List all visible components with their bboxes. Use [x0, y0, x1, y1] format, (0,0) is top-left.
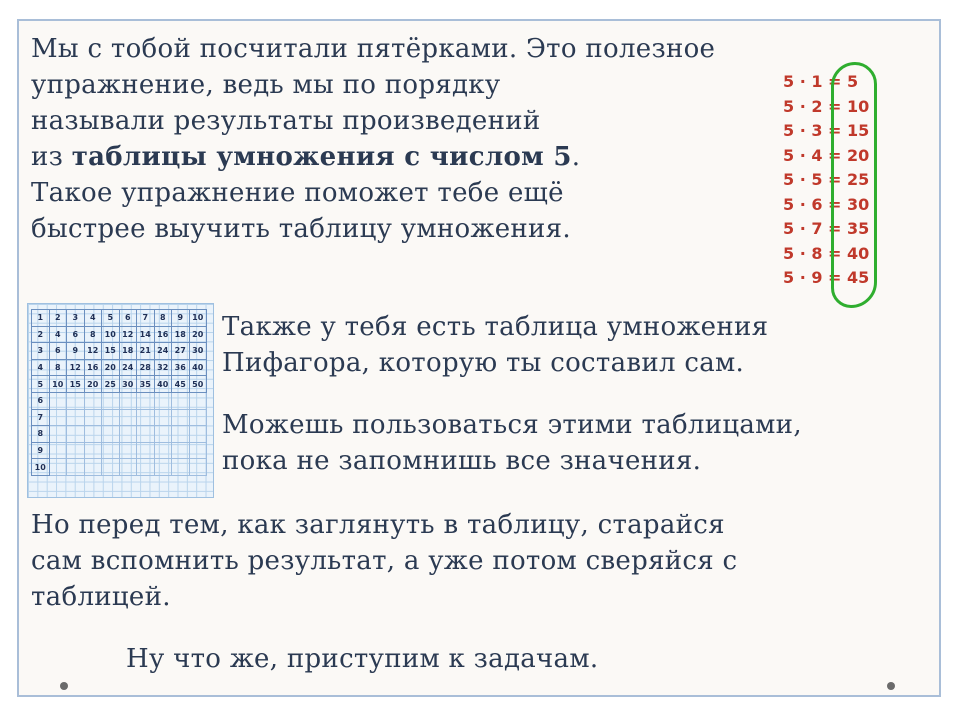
pythagoras-cell [84, 442, 102, 459]
pythagoras-cell: 16 [84, 359, 102, 376]
pythagoras-cell: 25 [102, 376, 120, 393]
pythagoras-cell [84, 392, 102, 409]
five-table-row: 5 · 6 = 30 [783, 194, 870, 214]
pythagoras-cell: 14 [137, 326, 155, 343]
pythagoras-cell: 20 [189, 326, 207, 343]
pythagoras-cell: 12 [67, 359, 85, 376]
pythagoras-cell [67, 392, 85, 409]
pythagoras-cell: 10 [189, 310, 207, 327]
pythagoras-cell [67, 426, 85, 443]
pythagoras-cell: 20 [84, 376, 102, 393]
pythagoras-cell [189, 459, 207, 476]
green-highlight-oval [831, 62, 877, 308]
five-table-row: 5 · 2 = 10 [783, 96, 870, 116]
pythagoras-row [32, 359, 207, 376]
pythagoras-cell [49, 442, 67, 459]
closing-line: Ну что же, приступим к задачам. [126, 644, 599, 674]
pythagoras-row [32, 409, 207, 426]
pythagoras-cell [102, 409, 120, 426]
pythagoras-cell: 4 [84, 310, 102, 327]
pythagoras-cell: 12 [84, 343, 102, 360]
pythagoras-cell [172, 392, 190, 409]
intro-paragraph [31, 31, 715, 247]
intro-line4-prefix: из [31, 142, 72, 172]
pythagoras-cell [84, 459, 102, 476]
pythagoras-cell [119, 409, 137, 426]
pythagoras-cell [154, 409, 172, 426]
pythagoras-cell [189, 426, 207, 443]
intro-line: Такое упражнение поможет тебе ещё [31, 178, 564, 208]
pythagoras-cell: 6 [119, 310, 137, 327]
pythagoras-cell [189, 409, 207, 426]
pythagoras-cell: 8 [154, 310, 172, 327]
pythagoras-cell [102, 392, 120, 409]
pythagoras-table [31, 309, 207, 476]
pythagoras-cell [49, 459, 67, 476]
also-paragraph [222, 309, 768, 381]
pythagoras-cell [137, 442, 155, 459]
pythagoras-cell [119, 442, 137, 459]
five-table-row: 5 · 3 = 15 [783, 121, 870, 140]
pythagoras-cell: 5 [32, 376, 50, 393]
pythagoras-cell: 4 [49, 326, 67, 343]
five-table-row: 5 · 8 = 40 [783, 243, 870, 263]
pythagoras-cell: 7 [137, 310, 155, 327]
pythagoras-cell: 40 [154, 376, 172, 393]
pythagoras-cell: 3 [32, 343, 50, 360]
pythagoras-row [32, 442, 207, 459]
five-table-row: 5 · 9 = 45 [783, 268, 870, 287]
pythagoras-cell [154, 426, 172, 443]
pythagoras-cell: 20 [102, 359, 120, 376]
pythagoras-row [32, 459, 207, 476]
pythagoras-cell [172, 426, 190, 443]
pythagoras-cell: 15 [67, 376, 85, 393]
pythagoras-cell: 24 [154, 343, 172, 360]
pythagoras-cell: 4 [32, 359, 50, 376]
five-table-row: 5 · 5 = 25 [783, 170, 870, 189]
five-table-row: 5 · 4 = 20 [783, 145, 870, 165]
pythagoras-cell: 8 [32, 426, 50, 443]
pythagoras-cell [49, 426, 67, 443]
pythagoras-row [32, 343, 207, 360]
pythagoras-cell: 36 [172, 359, 190, 376]
pythagoras-cell: 15 [102, 343, 120, 360]
pythagoras-cell [137, 409, 155, 426]
intro-line: называли результаты произведений [31, 106, 541, 136]
pythagoras-cell [67, 459, 85, 476]
pythagoras-cell: 28 [137, 359, 155, 376]
pythagoras-table-image [27, 303, 214, 498]
also-line: Также у тебя есть таблица умножения [222, 312, 769, 342]
pythagoras-cell: 24 [119, 359, 137, 376]
can-use-paragraph [222, 407, 802, 479]
pythagoras-cell: 18 [119, 343, 137, 360]
pythagoras-cell: 9 [172, 310, 190, 327]
pythagoras-cell: 3 [67, 310, 85, 327]
pythagoras-cell: 6 [32, 392, 50, 409]
pythagoras-cell: 21 [137, 343, 155, 360]
pythagoras-cell [137, 459, 155, 476]
pythagoras-cell: 7 [32, 409, 50, 426]
pythagoras-cell [119, 459, 137, 476]
but-line: Но перед тем, как заглянуть в таблицу, старайся [31, 510, 725, 540]
but-line: сам вспомнить результат, а уже потом сверяйся с [31, 546, 738, 576]
pythagoras-cell: 2 [32, 326, 50, 343]
pythagoras-row [32, 310, 207, 327]
pythagoras-cell [137, 392, 155, 409]
pythagoras-cell: 16 [154, 326, 172, 343]
pythagoras-cell [119, 426, 137, 443]
intro-line: Мы с тобой посчитали пятёрками. Это полезное [31, 34, 716, 64]
pythagoras-cell: 45 [172, 376, 190, 393]
pythagoras-cell [172, 459, 190, 476]
but-paragraph [31, 507, 737, 615]
pythagoras-cell: 18 [172, 326, 190, 343]
intro-line [31, 139, 715, 175]
highlighted-term: таблицы умножения с числом 5 [71, 142, 572, 172]
pythagoras-cell: 2 [49, 310, 67, 327]
pythagoras-cell: 35 [137, 376, 155, 393]
pythagoras-cell: 30 [189, 343, 207, 360]
pythagoras-row [32, 426, 207, 443]
pythagoras-cell: 6 [67, 326, 85, 343]
can-use-line: Можешь пользоваться этими таблицами, [222, 410, 802, 440]
bottom-right-dot [887, 682, 895, 690]
pythagoras-cell: 12 [119, 326, 137, 343]
bottom-left-dot [60, 682, 68, 690]
pythagoras-cell: 8 [84, 326, 102, 343]
five-table-row: 5 · 7 = 35 [783, 219, 870, 238]
pythagoras-cell: 50 [189, 376, 207, 393]
pythagoras-cell: 9 [67, 343, 85, 360]
pythagoras-row [32, 392, 207, 409]
pythagoras-row [32, 326, 207, 343]
intro-line: быстрее выучить таблицу умножения. [31, 214, 571, 244]
pythagoras-cell [102, 442, 120, 459]
also-line: Пифагора, которую ты составил сам. [222, 348, 745, 378]
pythagoras-cell [189, 392, 207, 409]
pythagoras-cell [154, 459, 172, 476]
pythagoras-cell: 6 [49, 343, 67, 360]
intro-line4-suffix: . [571, 142, 581, 172]
pythagoras-cell [172, 442, 190, 459]
pythagoras-cell [102, 426, 120, 443]
pythagoras-cell [102, 459, 120, 476]
pythagoras-cell: 10 [32, 459, 50, 476]
pythagoras-cell [67, 442, 85, 459]
pythagoras-cell: 30 [119, 376, 137, 393]
pythagoras-cell: 10 [49, 376, 67, 393]
pythagoras-cell [172, 409, 190, 426]
intro-line: упражнение, ведь мы по порядку [31, 70, 501, 100]
pythagoras-cell: 1 [32, 310, 50, 327]
pythagoras-cell: 40 [189, 359, 207, 376]
pythagoras-cell: 5 [102, 310, 120, 327]
pythagoras-row [32, 376, 207, 393]
pythagoras-cell: 27 [172, 343, 190, 360]
pythagoras-cell: 10 [102, 326, 120, 343]
pythagoras-cell: 8 [49, 359, 67, 376]
pythagoras-cell [119, 392, 137, 409]
can-use-line: пока не запомнишь все значения. [222, 446, 702, 476]
pythagoras-cell [189, 442, 207, 459]
pythagoras-cell: 32 [154, 359, 172, 376]
pythagoras-cell [154, 392, 172, 409]
five-table-row: 5 · 1 = 5 [783, 72, 859, 91]
pythagoras-cell [84, 409, 102, 426]
pythagoras-cell [67, 409, 85, 426]
pythagoras-cell [154, 442, 172, 459]
pythagoras-cell [49, 409, 67, 426]
but-line: таблицей. [31, 582, 171, 612]
pythagoras-cell [49, 392, 67, 409]
pythagoras-cell [84, 426, 102, 443]
pythagoras-cell: 9 [32, 442, 50, 459]
pythagoras-cell [137, 426, 155, 443]
